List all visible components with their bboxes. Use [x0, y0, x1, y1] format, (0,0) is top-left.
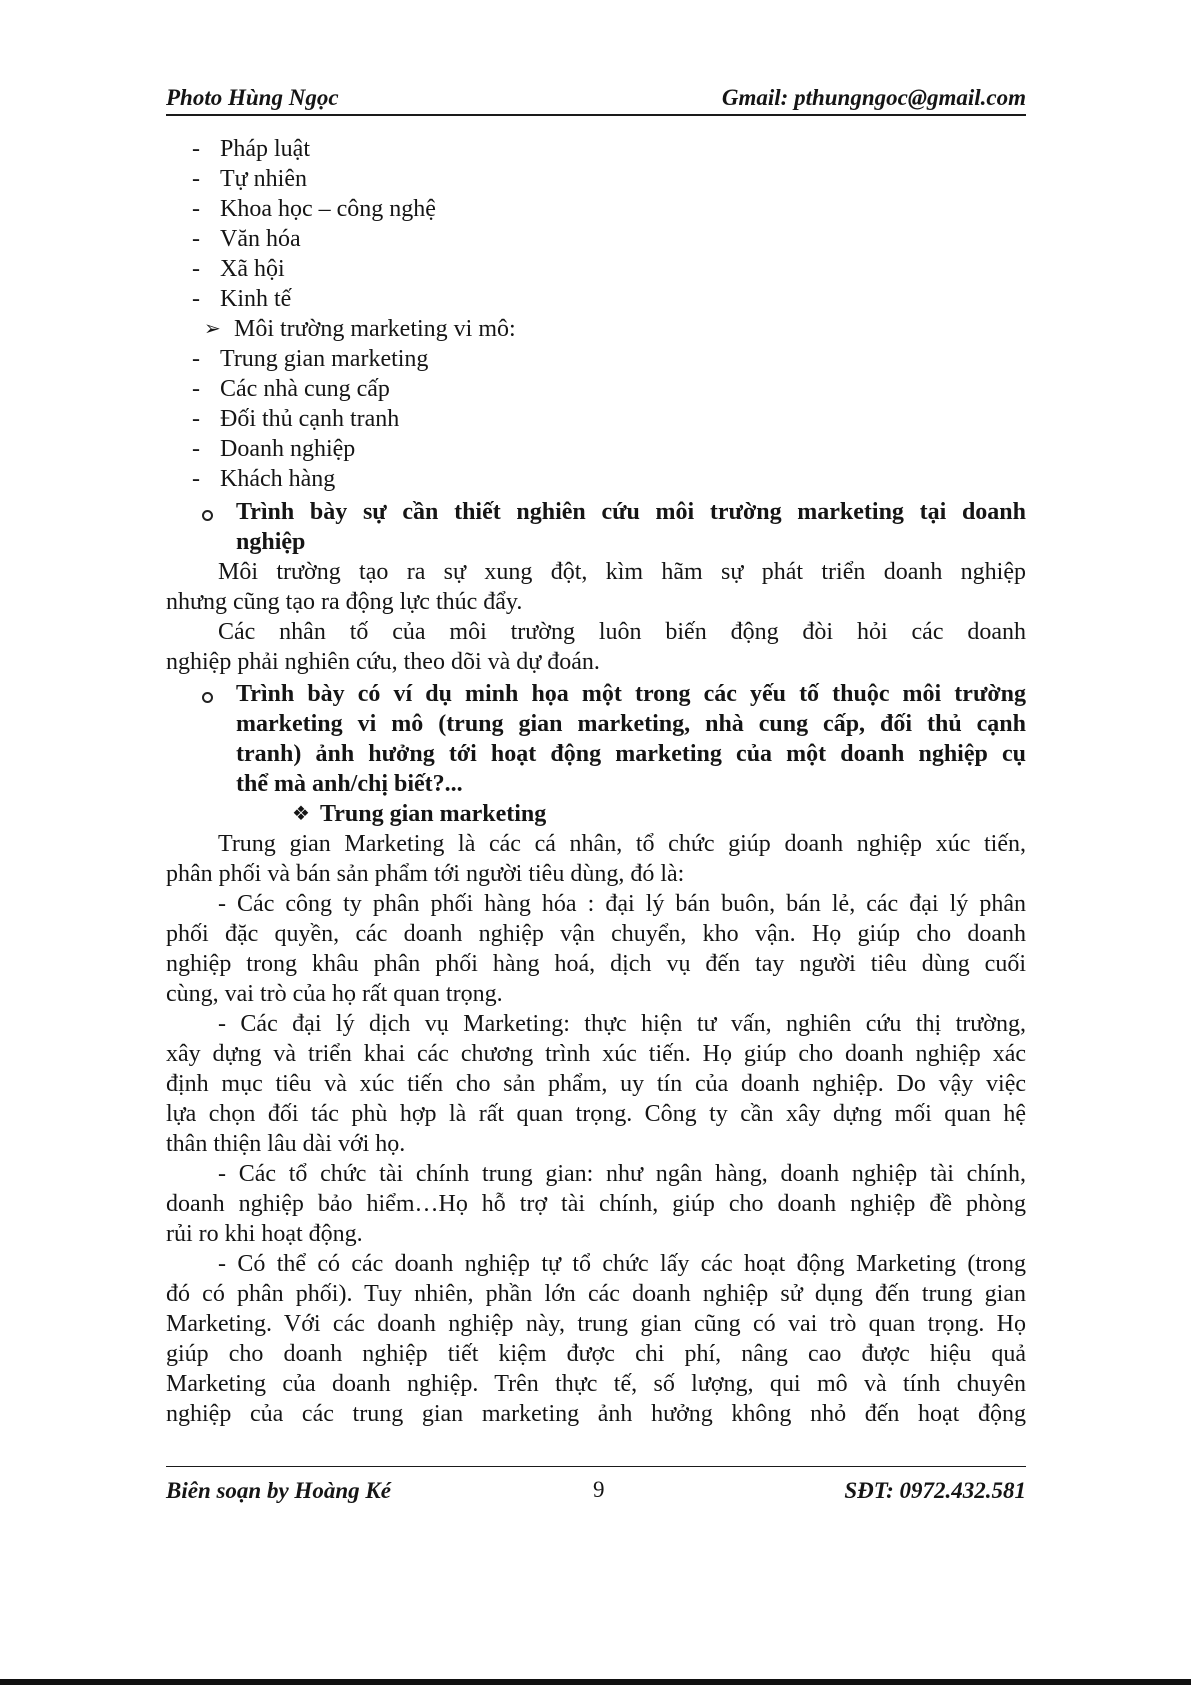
question-heading: nghiệp — [236, 529, 306, 555]
page-number: 9 — [593, 1477, 605, 1502]
question-heading: marketing vi mô (trung gian marketing, nhà cung cấp, đối thủ cạnh — [236, 711, 1026, 737]
paragraph-line: - Có thể có các doanh nghiệp tự tổ chức lấy các hoạt động Marketing (trong — [218, 1251, 1026, 1277]
scan-edge-bar — [0, 1679, 1191, 1685]
list-item: Tự nhiên — [220, 166, 307, 192]
list-item: Văn hóa — [220, 226, 301, 252]
paragraph-line: Môi trường tạo ra sự xung đột, kìm hãm sự phát triển doanh nghiệp — [218, 559, 1026, 585]
list-item: Đối thủ cạnh tranh — [220, 406, 400, 432]
document-page: Photo Hùng Ngọc Gmail: pthungngoc@gmail.com - Pháp luật - Tự nhiên - Khoa học – công nghệ - Văn hóa - Xã hội - Kinh tế ➢ Môi trường marketing vi mô: - Trung gian marketing - Các nhà cung cấp - Đối thủ cạnh tranh - Doanh nghiệp - Khách hàng Trình bày sự cần thiết nghiên cứu môi trường marketing tại doanh nghiệp Môi trường tạo ra sự xung đột, kìm hãm sự phát triển doanh nghiệp nhưng cũng tạo ra động lực thúc đẩy. Các nhân tố của môi trường luôn biến động đòi hỏi các doanh nghiệp phải nghiên cứu, theo dõi và dự đoán. Trình bày có ví dụ minh họa một trong các yếu tố thuộc môi trường marketing vi mô (trung gian marketing, nhà cung cấp, đối thủ cạnh tranh) ảnh hưởng tới hoạt động marketing của một doanh nghiệp cụ thể mà anh/chị biết?... ❖ Trung gian marketing Trung gian Marketing là các cá nhân, tổ chức giúp doanh nghiệp xúc tiến, phân phối và bán sản phẩm tới người tiêu dùng, đó là: - Các công ty phân phối hàng hóa : đại lý bán buôn, bán lẻ, các đại lý phân phối đặc quyền, các doanh nghiệp vận chuyển, kho vận. Họ giúp cho doanh nghiệp trong khâu phân phối hàng hoá, dịch vụ đến tay người tiêu dùng cuối cùng, vai trò của họ rất quan trọng. - Các đại lý dịch vụ Marketing: thực hiện tư vấn, nghiên cứu thị trường, xây dựng và triển khai các chương trình xúc tiến. Họ giúp cho doanh nghiệp xác định mục tiêu và xúc tiến cho sản phẩm, uy tín của doanh nghiệp. Do vậy việc lựa chọn đối tác phù hợp là rất quan trọng. Công ty cần xây dựng mối quan hệ thân thiện lâu dài với họ. - Các tổ chức tài chính trung gian: như ngân hàng, doanh nghiệp tài chính, doanh nghiệp bảo hiểm…Họ hỗ trợ tài chính, giúp cho doanh nghiệp đề phòng rủi ro khi hoạt động. - Có thể có các doanh nghiệp tự tổ chức lấy các hoạt động Marketing (trong đó có phân phối). Tuy nhiên, phần lớn các doanh nghiệp sử dụng đến trung gian Marketing. Với các doanh nghiệp này, trung gian cũng có vai trò quan trọng. Họ giúp cho doanh nghiệp tiết kiệm được chi phí, nâng cao được hiệu quả Marketing của doanh nghiệp. Trên thực tế, số lượng, qui mô và tính chuyên nghiệp của các trung gian marketing ảnh hưởng không nhỏ đến hoạt động Biên soạn by Hoàng Ké 9 SĐT: 0972.432.581 — [0, 0, 1191, 1685]
micro-heading: Môi trường marketing vi mô: — [234, 316, 516, 342]
paragraph-line: lựa chọn đối tác phù hợp là rất quan trọng. Công ty cần xây dựng mối quan hệ — [166, 1101, 1026, 1127]
paragraph-line: - Các tổ chức tài chính trung gian: như ngân hàng, doanh nghiệp tài chính, — [218, 1161, 1026, 1187]
diamond-bullet-icon: ❖ — [292, 803, 310, 825]
paragraph-line: phối đặc quyền, các doanh nghiệp vận chuyển, kho vận. Họ giúp cho doanh — [166, 921, 1026, 947]
question-heading: thể mà anh/chị biết?... — [236, 771, 463, 797]
list-item: Các nhà cung cấp — [220, 376, 390, 402]
paragraph-line: xây dựng và triển khai các chương trình xúc tiến. Họ giúp cho doanh nghiệp xác — [166, 1041, 1026, 1067]
paragraph-line: nhưng cũng tạo ra động lực thúc đẩy. — [166, 589, 523, 615]
paragraph-line: Marketing. Với các doanh nghiệp này, trung gian cũng có vai trò quan trọng. Họ — [166, 1311, 1026, 1337]
question-heading: tranh) ảnh hưởng tới hoạt động marketing của một doanh nghiệp cụ — [236, 741, 1026, 767]
circle-bullet-icon — [202, 510, 213, 521]
list-item: Trung gian marketing — [220, 346, 429, 372]
paragraph-line: giúp cho doanh nghiệp tiết kiệm được chi phí, nâng cao được hiệu quả — [166, 1341, 1026, 1367]
paragraph-line: cùng, vai trò của họ rất quan trọng. — [166, 981, 503, 1007]
paragraph-line: nghiệp của các trung gian marketing ảnh hưởng không nhỏ đến hoạt động — [166, 1401, 1026, 1427]
paragraph-line: rủi ro khi hoạt động. — [166, 1221, 363, 1247]
header-left: Photo Hùng Ngọc — [166, 85, 339, 110]
list-item: Khách hàng — [220, 466, 336, 492]
arrow-bullet-icon: ➢ — [204, 318, 221, 340]
question-heading: Trình bày có ví dụ minh họa một trong các yếu tố thuộc môi trường — [236, 681, 1026, 707]
list-item: Xã hội — [220, 256, 285, 282]
circle-bullet-icon — [202, 692, 213, 703]
page-header — [166, 82, 1026, 116]
list-item: Khoa học – công nghệ — [220, 196, 436, 222]
header-right: Gmail: pthungngoc@gmail.com — [721, 85, 1026, 110]
paragraph-line: nghiệp phải nghiên cứu, theo dõi và dự đoán. — [166, 649, 600, 675]
paragraph-line: - Các đại lý dịch vụ Marketing: thực hiện tư vấn, nghiên cứu thị trường, — [218, 1011, 1026, 1037]
question-heading: Trình bày sự cần thiết nghiên cứu môi trường marketing tại doanh — [236, 499, 1026, 525]
sub-heading: Trung gian marketing — [320, 801, 547, 827]
footer-left: Biên soạn by Hoàng Ké — [166, 1478, 391, 1503]
paragraph-line: phân phối và bán sản phẩm tới người tiêu dùng, đó là: — [166, 861, 685, 887]
paragraph-line: - Các công ty phân phối hàng hóa : đại lý bán buôn, bán lẻ, các đại lý phân — [218, 891, 1026, 917]
paragraph-line: Trung gian Marketing là các cá nhân, tổ chức giúp doanh nghiệp xúc tiến, — [218, 831, 1026, 857]
list-item: Kinh tế — [220, 286, 292, 312]
paragraph-line: Marketing của doanh nghiệp. Trên thực tế, số lượng, qui mô và tính chuyên — [166, 1371, 1026, 1397]
paragraph-line: Các nhân tố của môi trường luôn biến động đòi hỏi các doanh — [218, 619, 1026, 645]
footer-right: SĐT: 0972.432.581 — [844, 1478, 1026, 1503]
list-item: Pháp luật — [220, 136, 310, 162]
page-footer — [166, 1466, 1026, 1507]
paragraph-line: nghiệp trong khâu phân phối hàng hoá, dịch vụ đến tay người tiêu dùng cuối — [166, 951, 1026, 977]
paragraph-line: đó có phân phối). Tuy nhiên, phần lớn các doanh nghiệp sử dụng đến trung gian — [166, 1281, 1026, 1307]
list-item: Doanh nghiệp — [220, 436, 356, 462]
paragraph-line: doanh nghiệp bảo hiểm…Họ hỗ trợ tài chính, giúp cho doanh nghiệp đề phòng — [166, 1191, 1026, 1217]
paragraph-line: định mục tiêu và xúc tiến cho sản phẩm, uy tín của doanh nghiệp. Do vậy việc — [166, 1071, 1026, 1097]
paragraph-line: thân thiện lâu dài với họ. — [166, 1131, 406, 1157]
